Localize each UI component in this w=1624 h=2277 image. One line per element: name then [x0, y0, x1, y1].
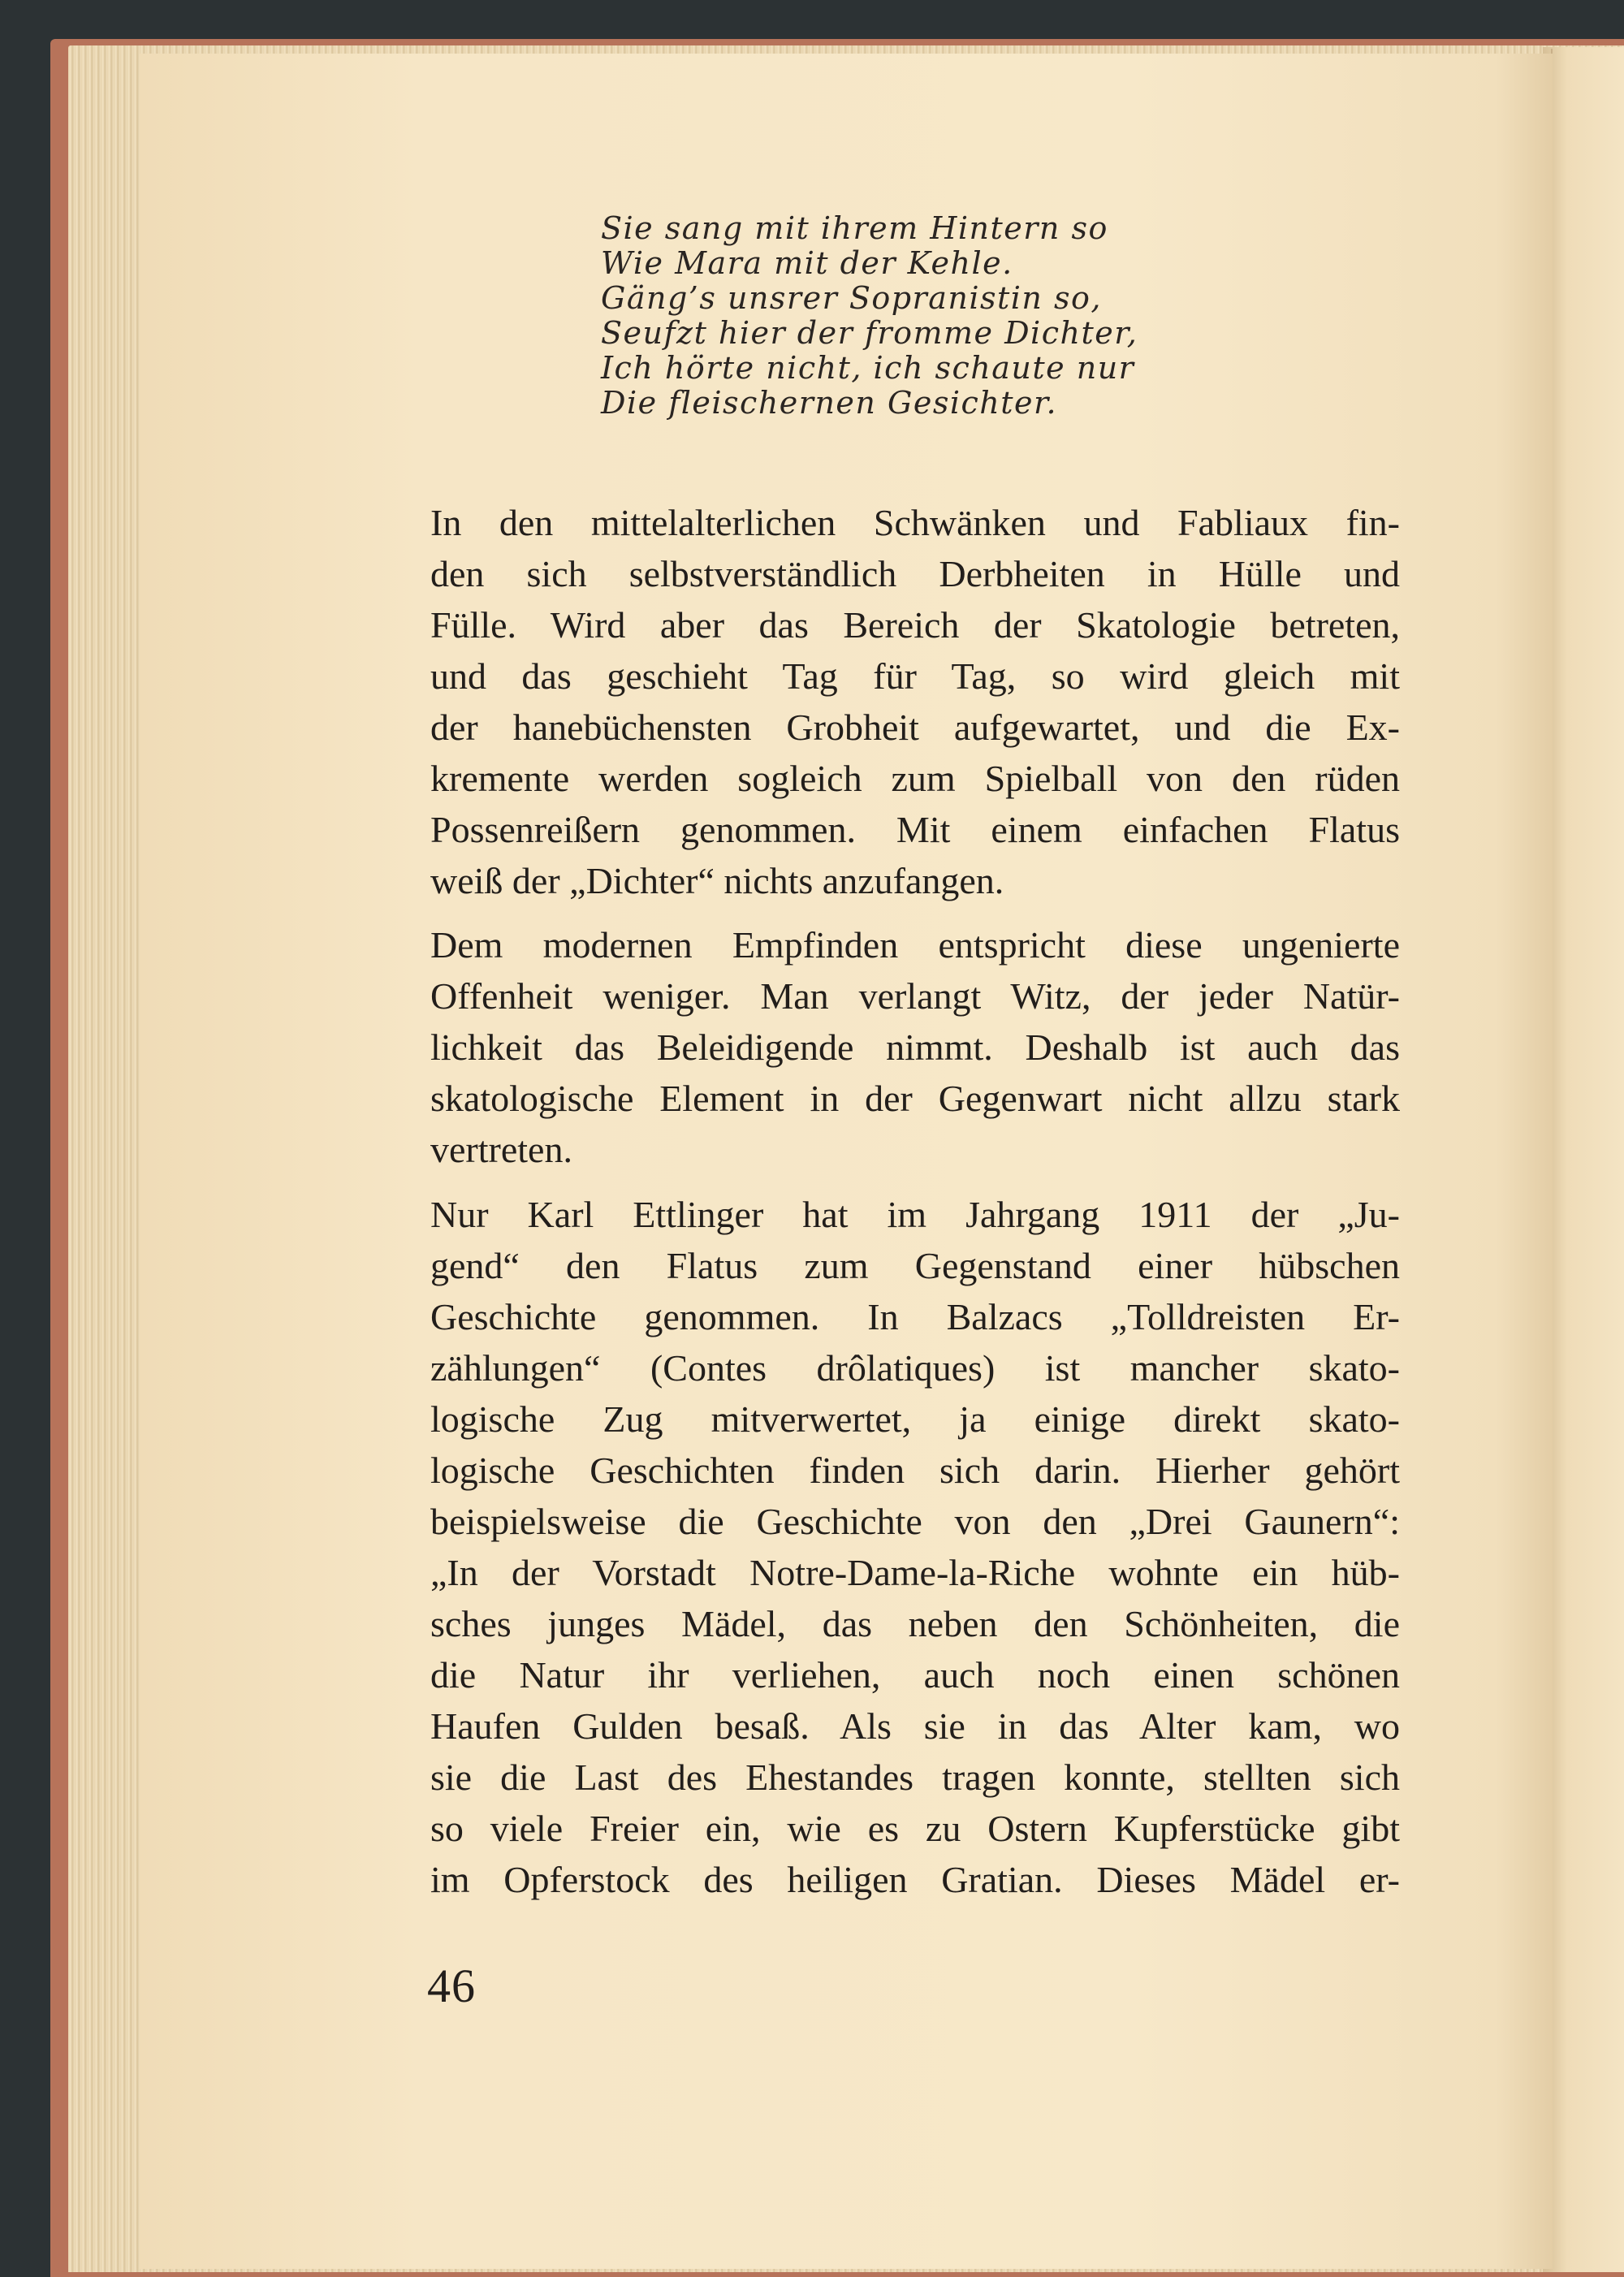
facing-page-gutter: [1543, 47, 1624, 2272]
text-line: weiß der „Dichter“ nichts anzufangen.: [430, 860, 1004, 901]
paragraph-modern-sensibility: [430, 919, 1400, 1175]
text-line: vertreten.: [430, 1129, 572, 1170]
text-line: logische Zug mitverwertet, ja einige direkt skato-: [430, 1398, 1400, 1440]
text-line: skatologische Element in der Gegenwart nicht allzu stark: [430, 1078, 1400, 1119]
text-line: den sich selbstverständlich Derbheiten in Hülle und: [430, 553, 1400, 594]
text-line: beispielsweise die Geschichte von den „Drei Gaunern“:: [430, 1501, 1400, 1542]
verse-stanza: [601, 211, 1250, 421]
verse-line: Seufzt hier der fromme Dichter,: [601, 315, 1138, 351]
page-number: 46: [427, 1959, 476, 2012]
text-line: Geschichte genommen. In Balzacs „Tolldreisten Er-: [430, 1296, 1400, 1337]
verse-line: Gäng’s unsrer Sopranistin so,: [601, 280, 1102, 316]
verse-line: Die fleischernen Gesichter.: [601, 385, 1058, 421]
paragraph-fabliaux: [430, 497, 1400, 906]
text-line: sie die Last des Ehestandes tragen konnte, stellten sich: [430, 1756, 1400, 1798]
text-line: kremente werden sogleich zum Spielball von den rüden: [430, 758, 1400, 799]
text-line: In den mittelalterlichen Schwänken und Fabliaux fin-: [430, 502, 1400, 543]
text-line: logische Geschichten finden sich darin. Hierher gehört: [430, 1450, 1400, 1491]
text-line: gend“ den Flatus zum Gegenstand einer hübschen: [430, 1245, 1400, 1286]
text-line: lichkeit das Beleidigende nimmt. Deshalb ist auch das: [430, 1026, 1400, 1068]
text-line: zählungen“ (Contes drôlatiques) ist mancher skato-: [430, 1347, 1400, 1389]
paragraph-ettlinger-balzac: [430, 1189, 1400, 1905]
verse-line: Sie sang mit ihrem Hintern so: [601, 210, 1108, 246]
text-line: Possenreißern genommen. Mit einem einfachen Flatus: [430, 809, 1400, 850]
text-line: Offenheit weniger. Man verlangt Witz, der jeder Natür-: [430, 975, 1400, 1017]
text-line: so viele Freier ein, wie es zu Ostern Kupferstücke gibt: [430, 1808, 1400, 1849]
text-line: Dem modernen Empfinden entspricht diese ungenierte: [430, 924, 1400, 966]
text-line: Fülle. Wird aber das Bereich der Skatologie betreten,: [430, 604, 1400, 646]
verse-line: Wie Mara mit der Kehle.: [601, 245, 1013, 281]
verse-line: Ich hörte nicht, ich schaute nur: [601, 350, 1135, 386]
text-line: im Opferstock des heiligen Gratian. Dieses Mädel er-: [430, 1859, 1400, 1900]
text-line: Haufen Gulden besaß. Als sie in das Alter kam, wo: [430, 1705, 1400, 1747]
text-line: Nur Karl Ettlinger hat im Jahrgang 1911 der „Ju-: [430, 1194, 1400, 1235]
text-line: „In der Vorstadt Notre-Dame-la-Riche wohnte ein hüb-: [430, 1552, 1400, 1593]
text-line: der hanebüchensten Grobheit aufgewartet, und die Ex-: [430, 706, 1400, 748]
text-line: sches junges Mädel, das neben den Schönheiten, die: [430, 1603, 1400, 1644]
text-line: die Natur ihr verliehen, auch noch einen schönen: [430, 1654, 1400, 1696]
text-line: und das geschieht Tag für Tag, so wird gleich mit: [430, 655, 1400, 697]
